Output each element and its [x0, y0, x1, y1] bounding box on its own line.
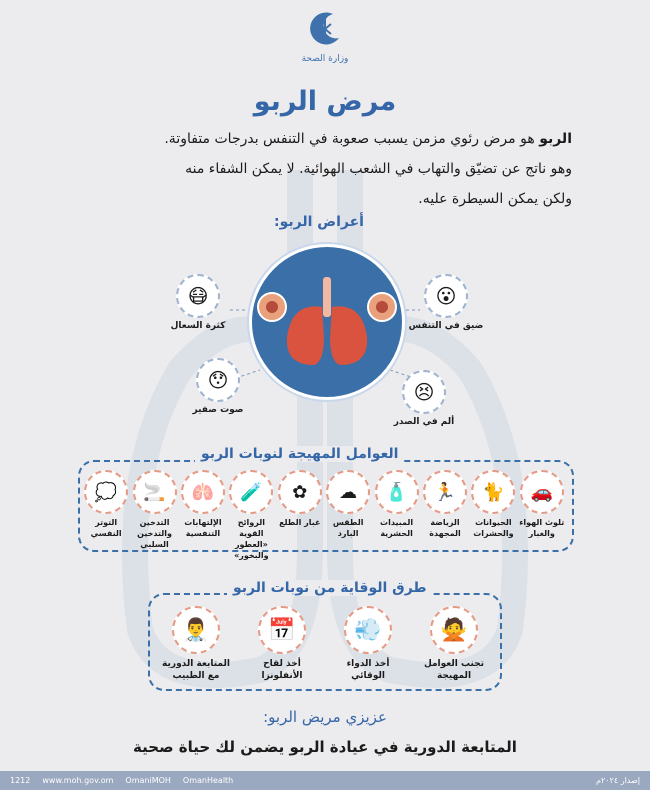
stress-icon: 💭 [84, 470, 128, 514]
closing-message: المتابعة الدورية في عيادة الربو يضمن لك حياة صحية [133, 738, 517, 756]
lungs-icon [252, 247, 402, 397]
inhaler-icon: 💨 [344, 606, 392, 654]
prevention-item [418, 606, 490, 682]
trigger-label: الروائح القوية «العطور والبخور» [234, 518, 269, 560]
symptom-label: ألم في الصدر [393, 417, 455, 427]
prevention-label: تجنب العوامل المهيجة [423, 659, 485, 681]
dear-patient-heading: عزيزي مريض الربو: [263, 708, 387, 726]
trigger-item [518, 470, 566, 561]
symptom-chest-pain [386, 370, 462, 427]
symptom-label: كثرة السعال [170, 321, 226, 331]
car-pollution-icon: 🚗 [520, 470, 564, 514]
trigger-item [469, 470, 517, 561]
trigger-label: الحيوانات والحشرات [473, 518, 514, 538]
symptom-label: صوت صفير [192, 405, 244, 415]
cat-icon: 🐈 [471, 470, 515, 514]
symptom-wheeze [180, 358, 256, 415]
chest-pain-face-icon: 😣 [402, 370, 446, 414]
page-title: مرض الربو [253, 86, 397, 117]
prevention-item [246, 606, 318, 682]
trigger-label: المبيدات الحشرية [380, 518, 414, 538]
prevention-label: أخذ الدواء الوقائي [346, 659, 390, 681]
prevention-list [160, 606, 490, 682]
trigger-item [324, 470, 372, 561]
symptom-cough [160, 274, 236, 331]
calendar-vaccine-icon: 📅 [258, 606, 306, 654]
symptom-label: ضيق في التنفس [408, 321, 484, 331]
cigarette-icon: 🚬 [133, 470, 177, 514]
perfume-icon: 🧪 [229, 470, 273, 514]
wheezing-face-icon: 😯 [196, 358, 240, 402]
website-link[interactable]: www.moh.gov.om [42, 776, 114, 785]
triggers-title: العوامل المهيجة لنوبات الربو [195, 446, 404, 462]
intro-line-2: وهو ناتج عن تضيّق والتهاب في الشعب الهوائية. لا يمكن الشفاء منه [185, 161, 572, 177]
trigger-label: التوتر النفسي [90, 518, 122, 538]
intro-line-1-text: هو مرض رئوي مزمن يسبب صعوبة في التنفس بدرجات متفاوتة. [164, 131, 540, 147]
avoid-triggers-icon: 🙅 [430, 606, 478, 654]
lungs-illustration [249, 244, 405, 400]
breathless-face-icon: 😮 [424, 274, 468, 318]
footer-links [10, 776, 233, 785]
trigger-item [421, 470, 469, 561]
prevention-item [332, 606, 404, 682]
pesticide-icon: 🧴 [375, 470, 419, 514]
symptoms-title: أعراض الربو: [274, 214, 364, 230]
symptom-breathless [408, 274, 484, 331]
trigger-label: التدخين والتدخين السلبي [137, 518, 172, 549]
intro-line-3: ولكن يمكن السيطرة عليه. [418, 191, 572, 207]
trigger-item [130, 470, 178, 561]
triggers-list [82, 470, 566, 561]
prevention-label: أخذ لقاح الأنفلونزا [261, 659, 303, 681]
intro-line-1 [72, 124, 572, 154]
coughing-face-icon: 😷 [176, 274, 220, 318]
pollen-icon: ✿ [278, 470, 322, 514]
social-omanimoh[interactable]: OmaniMOH [125, 776, 171, 785]
trigger-item [372, 470, 420, 561]
crescent-emblem-icon [305, 8, 345, 50]
trigger-label: تلوث الهواء والغبار [519, 518, 565, 538]
ministry-logo [300, 8, 350, 70]
trigger-item [179, 470, 227, 561]
prevention-item [160, 606, 232, 682]
trigger-label: غبار الطلع [279, 518, 321, 527]
phone-number[interactable]: 1212 [10, 776, 31, 785]
doctor-visit-icon: 👨‍⚕️ [172, 606, 220, 654]
trigger-label: الرياضة المجهدة [429, 518, 461, 538]
social-omanhealth[interactable]: OmanHealth [182, 776, 234, 785]
intro-paragraph [72, 124, 572, 214]
ministry-name: وزارة الصحة [301, 54, 349, 64]
trigger-item [82, 470, 130, 561]
footer-bar [0, 771, 650, 790]
treadmill-icon: 🏃 [423, 470, 467, 514]
cold-cloud-icon: ☁ [326, 470, 370, 514]
edition-label: إصدار ٢٠٢٤م [596, 776, 640, 785]
prevention-label: المتابعة الدورية مع الطبيب [162, 659, 230, 681]
trigger-label: الطقس البارد [332, 518, 364, 538]
trigger-item [276, 470, 324, 561]
trigger-label: الإلتهابات التنفسية [184, 518, 222, 538]
trigger-item [227, 470, 275, 561]
intro-bold-word: الربو [539, 131, 572, 147]
lungs-icon: 🫁 [181, 470, 225, 514]
prevention-title: طرق الوقاية من نوبات الربو [227, 580, 433, 596]
